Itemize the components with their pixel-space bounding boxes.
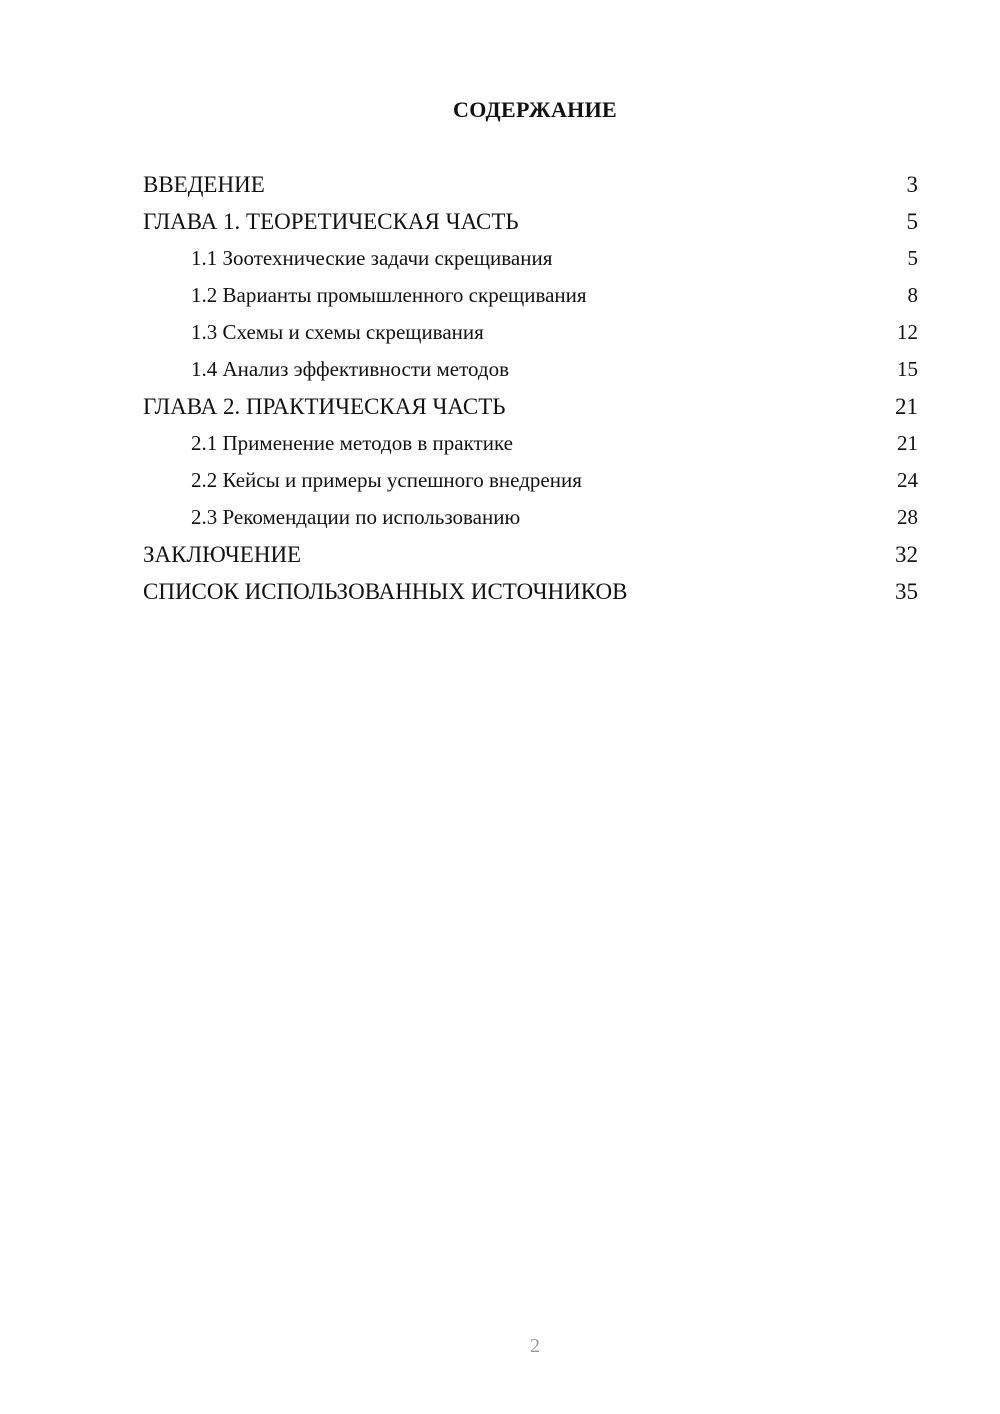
toc-item-label: 1.3 Схемы и схемы скрещивания xyxy=(191,320,484,344)
toc-item-label: 1.2 Варианты промышленного скрещивания xyxy=(191,283,587,307)
table-of-contents xyxy=(143,166,918,610)
toc-item-page: 21 xyxy=(897,431,918,455)
toc-item-page: 5 xyxy=(906,209,918,234)
toc-item-section-1-1[interactable] xyxy=(143,240,918,277)
toc-item-section-2-2[interactable] xyxy=(143,462,918,499)
toc-item-page: 12 xyxy=(897,320,918,344)
toc-item-introduction[interactable] xyxy=(143,166,918,203)
toc-item-label: ВВЕДЕНИЕ xyxy=(143,172,265,197)
toc-item-section-2-3[interactable] xyxy=(143,499,918,536)
page-number: 2 xyxy=(530,1335,540,1357)
toc-item-label: ГЛАВА 2. ПРАКТИЧЕСКАЯ ЧАСТЬ xyxy=(143,394,506,419)
toc-item-page: 35 xyxy=(895,579,918,604)
toc-item-page: 15 xyxy=(897,357,918,381)
toc-item-page: 3 xyxy=(906,172,918,197)
toc-item-references[interactable] xyxy=(143,573,918,610)
toc-item-conclusion[interactable] xyxy=(143,536,918,573)
toc-item-label: 1.1 Зоотехнические задачи скрещивания xyxy=(191,246,553,270)
toc-item-section-1-4[interactable] xyxy=(143,351,918,388)
toc-item-label: ЗАКЛЮЧЕНИЕ xyxy=(143,542,302,567)
toc-item-label: ГЛАВА 1. ТЕОРЕТИЧЕСКАЯ ЧАСТЬ xyxy=(143,209,519,234)
toc-item-page: 24 xyxy=(897,468,918,492)
toc-item-section-1-3[interactable] xyxy=(143,314,918,351)
toc-item-label: 2.2 Кейсы и примеры успешного внедрения xyxy=(191,468,582,492)
toc-item-page: 28 xyxy=(897,505,918,529)
toc-item-chapter-1[interactable] xyxy=(143,203,918,240)
toc-item-label: СПИСОК ИСПОЛЬЗОВАННЫХ ИСТОЧНИКОВ xyxy=(143,579,628,604)
toc-item-page: 5 xyxy=(907,246,918,270)
toc-item-section-2-1[interactable] xyxy=(143,425,918,462)
toc-title: СОДЕРЖАНИЕ xyxy=(453,97,617,122)
toc-item-label: 1.4 Анализ эффективности методов xyxy=(191,357,509,381)
toc-item-label: 2.1 Применение методов в практике xyxy=(191,431,513,455)
toc-item-page: 32 xyxy=(895,542,918,567)
toc-item-chapter-2[interactable] xyxy=(143,388,918,425)
toc-item-section-1-2[interactable] xyxy=(143,277,918,314)
toc-item-page: 8 xyxy=(907,283,918,307)
toc-item-label: 2.3 Рекомендации по использованию xyxy=(191,505,521,529)
toc-item-page: 21 xyxy=(895,394,918,419)
